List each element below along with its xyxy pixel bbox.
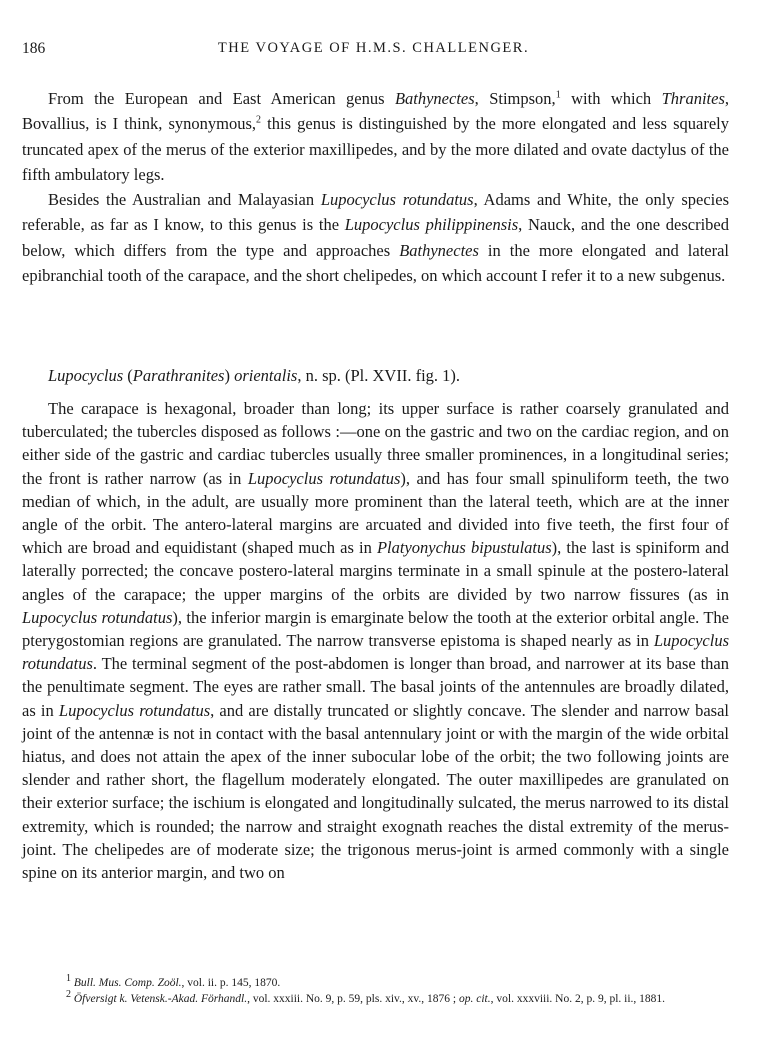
intro-text — [22, 86, 729, 288]
taxon-name: Lupocyclus rotundatus — [247, 468, 401, 488]
paragraph-species-referable: Besides the Australian and Malayasian Lupocyclus rotundatus, Adams and White, the only species referable, as far as I know, to this genus is the Lupocyclus philippinensis, Nauck, and the one described below, which differs from the type and approaches Bathynectes in the more elongated and lateral epibranchial tooth of the carapace, and the short chelipedes, on which account I refer it to a new subgenus. — [22, 190, 730, 286]
species-heading: Lupocyclus (Parathranites) orientalis, n. sp. (Pl. XVII. fig. 1). — [48, 366, 461, 385]
taxon-name: Lupocyclus rotundatus — [58, 700, 211, 720]
footnote-1: $^1$ Bull. Mus. Comp. Zoöl., vol. ii. p. 145, 1870. — [66, 973, 281, 989]
taxon-name: Lupocyclus rotundatus — [22, 607, 173, 627]
taxon-name: Thranites — [661, 89, 725, 108]
document-page — [18, 40, 729, 1040]
taxon-name: Lupocyclus philippinensis — [344, 215, 519, 235]
footnote-ref: 1 — [555, 89, 561, 101]
footnote-ref: 2 — [256, 114, 262, 126]
taxon-name: Lupocyclus rotundatus — [22, 631, 729, 674]
taxon-name: Bathynectes — [399, 240, 479, 260]
page-header — [18, 40, 729, 64]
species-description — [22, 397, 729, 884]
taxon-name: Lupocyclus rotundatus — [320, 190, 474, 210]
footnotes — [22, 975, 729, 1007]
taxon-name: Platyonychus bipustulatus — [376, 538, 552, 558]
taxon-name: Bathynectes — [394, 89, 475, 108]
paragraph-genus-comparison: From the European and East American genus Bathynectes, Stimpson,$^1$ with which Thranites, Bovallius, is I think, synonymous,$^2$ this genus is distinguished by the more elongated and less squarely truncated apex of the merus of the exterior maxillipedes, and by the more dilated and ovate dactylus of the fifth ambulatory legs. — [22, 89, 729, 184]
page-number: 186 — [22, 40, 46, 57]
running-title: THE VOYAGE OF H.M.S. CHALLENGER. — [217, 40, 530, 56]
paragraph-description: The carapace is hexagonal, broader than long; its upper surface is rather coarsely granulated and tuberculated; the tubercles disposed as follows :—one on the gastric and two on the cardiac region, and on either side of the gastric and cardiac tubercles usually three smaller prominences, in a longitudinal series; the front is rather narrow (as in Lupocyclus rotundatus), and has four small spinuliform teeth, the two median of which, in the adult, are usually more prominent than the lateral teeth, which are at the inner angle of the orbit. The antero-lateral margins are arcuated and divided into five teeth, the first four of which are broad and equidistant (shaped much as in Platyonychus bipustulatus), the last is spiniform and laterally porrected; the concave postero-lateral margins terminate in a small spinule at the postero-lateral angles of the carapace; the upper margins of the orbits are divided by two narrow fissures (as in Lupocyclus rotundatus), the inferior margin is emarginate below the tooth at the exterior orbital angle. The pterygostomian regions are granulated. The narrow transverse epistoma is shaped nearly as in Lupocyclus rotundatus. The terminal segment of the post-abdomen is longer than broad, and narrower at its base than the penultimate segment. The eyes are rather small. The basal joints of the antennules are broadly dilated, as in Lupocyclus rotundatus, and are distally truncated or slightly concave. The slender and narrow basal joint of the antennæ is not in contact with the basal antennulary joint or with the margin of the wide orbital hiatus, and does not attain the apex of the inner subocular lobe of the orbit; the two following joints are slender and rather short, the flagellum moderately elongated. The outer maxillipedes are granulated on their exterior surface; the ischium is elongated and longitudinally sulcated, the merus narrowed to its distal extremity, which is rounded; the narrow and straight exognath reaches the distal extremity of the merus-joint. The chelipedes are of moderate size; the trigonous merus-joint is armed commonly with a single spine on its anterior margin, and two on — [22, 399, 729, 883]
footnote-2: $^2$ Öfversigt k. Vetensk.-Akad. Förhandl., vol. xxxiii. No. 9, p. 59, pls. xiv., xv., 1876 ; op. cit., vol. xxxviii. No. 2, p. 9, pl. ii., 1881. — [66, 989, 666, 1005]
